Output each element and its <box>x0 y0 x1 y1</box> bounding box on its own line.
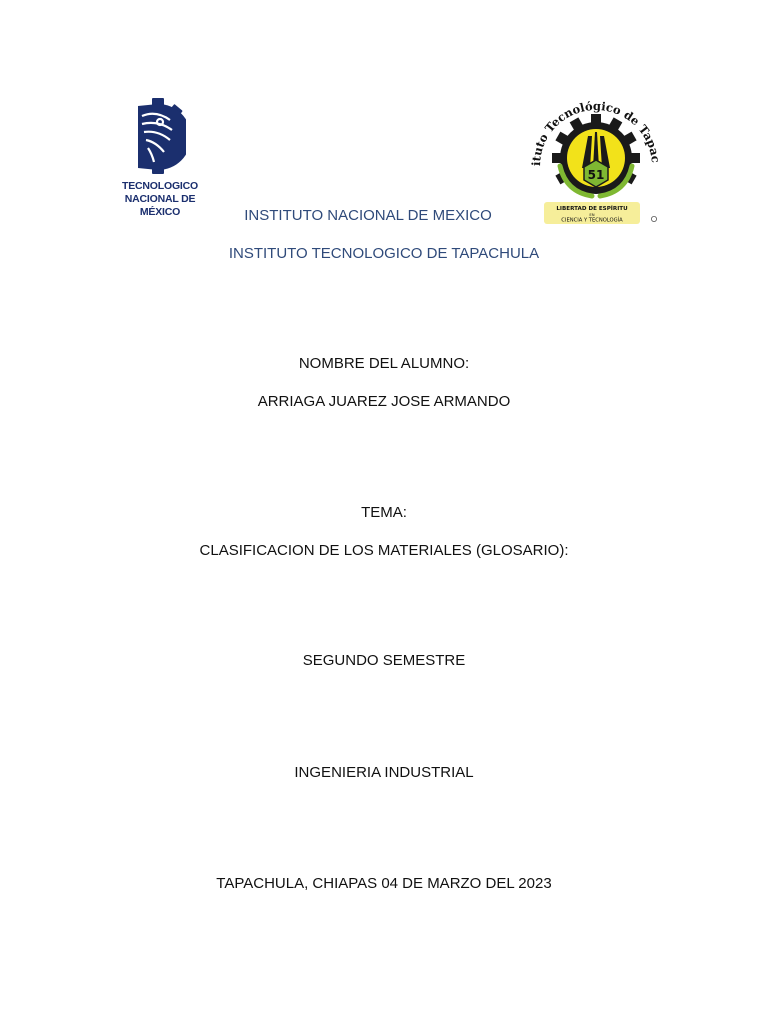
tecnm-logo-line-2: NACIONAL DE MÉXICO <box>124 193 196 218</box>
seal-motto-line-1: LIBERTAD DE ESPÍRITU <box>556 206 628 212</box>
seal-number: 51 <box>587 168 605 182</box>
topic-title: CLASIFICACION DE LOS MATERIALES (GLOSARIO): <box>199 542 569 559</box>
institution-heading-1: INSTITUTO NACIONAL DE MEXICO <box>244 207 492 224</box>
tecnm-gear-logo-icon <box>130 98 186 178</box>
seal-ring-text: ituto Tecnológico de Tapac <box>528 98 663 167</box>
career: INGENIERIA INDUSTRIAL <box>294 764 474 781</box>
seal-motto-line-3: CIENCIA Y TECNOLOGÍA <box>561 217 623 224</box>
topic-label: TEMA: <box>361 504 407 521</box>
student-label: NOMBRE DEL ALUMNO: <box>298 355 470 372</box>
tecnm-logo-line-1: TECNOLOGICO <box>122 180 198 192</box>
place-date: TAPACHULA, CHIAPAS 04 DE MARZO DEL 2023 <box>216 875 552 892</box>
student-name: ARRIAGA JUAREZ JOSE ARMANDO <box>257 393 511 410</box>
seal-motto-line-2: EN <box>589 212 595 217</box>
tecnm-logo <box>104 98 216 218</box>
semester: SEGUNDO SEMESTRE <box>302 652 466 669</box>
institution-heading-2: INSTITUTO TECNOLOGICO DE TAPACHULA <box>228 245 540 262</box>
